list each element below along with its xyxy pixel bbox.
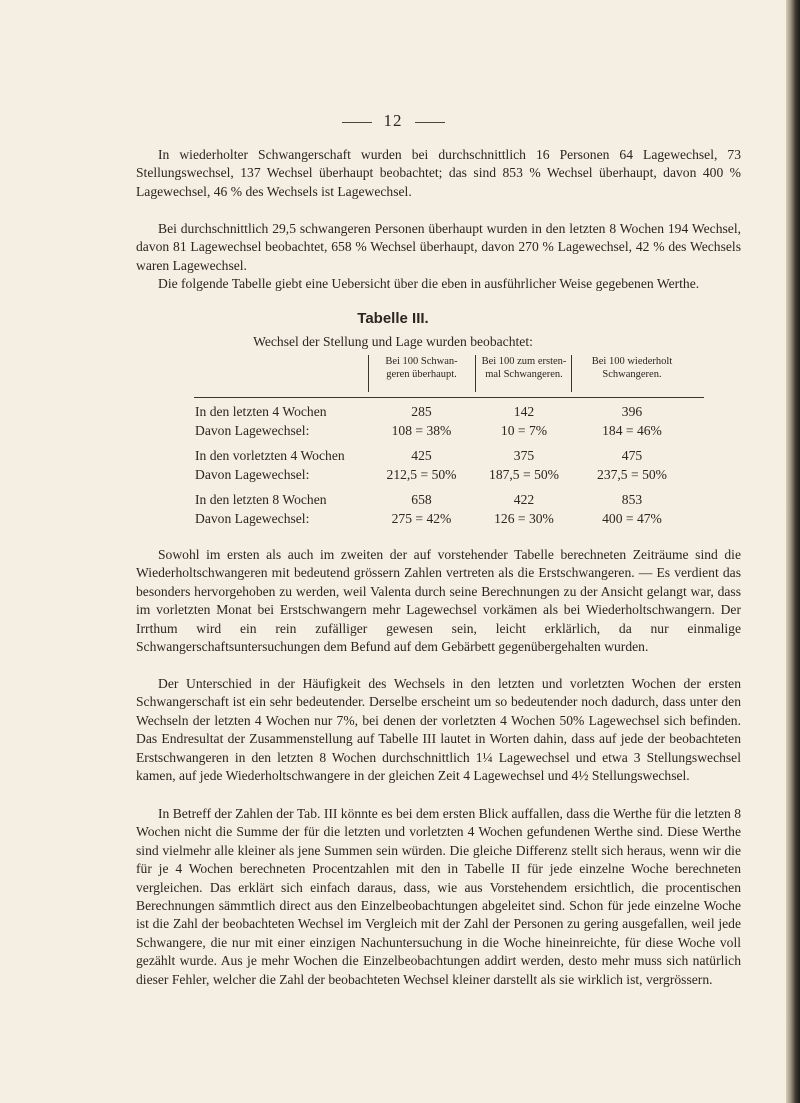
table-cell: 142 [513,404,535,419]
table-column-rule [571,355,572,392]
table-cell: 237,5 = 50% [597,467,667,482]
table-cell: 396 [621,404,643,419]
table-row-label: Davon Lagewechsel: [195,423,310,438]
table-row-label: In den letzten 4 Wochen [195,404,327,419]
table-column-rule [368,355,369,392]
table-cell: 422 [513,492,535,507]
table-header-rule [194,397,704,398]
table-cell: 375 [513,448,535,463]
header-dash-left [342,122,372,123]
table-cell: 285 [411,404,432,419]
intro-paragraph-2: Bei durchschnittlich 29,5 schwangeren Personen überhaupt wurden in den letzten 8 Wochen 194 Wechsel, davon 81 Lagewechsel beobachtet, 658 % Wechsel überhaupt, davon 270 % Lagewechsel, 42 % des Wechsels waren Lagewechsel. [136,221,741,273]
table-cell: 10 = 7% [500,423,548,438]
table-cell: 184 = 46% [602,423,662,438]
intro-paragraph-1: In wiederholter Schwangerschaft wurden bei durchschnittlich 16 Personen 64 Lagewechsel, 73 Stellungswechsel, 137 Wechsel überhaupt beobachtet; das sind 853 % Wechsel überhaupt, davon 400 % Lagewechsel, 46 % des Wechsels ist Lagewechsel. [136,147,741,199]
table-subtitle: Wechsel der Stellung und Lage wurden beobachtet: [253,334,533,349]
page-edge-shadow [786,0,800,1103]
table-column-header: Bei 100 zum ersten- mal Schwangeren. [481,356,567,380]
page-number: 12 [383,111,403,130]
page-header [0,111,786,131]
table-cell: 658 [411,492,432,507]
table-cell: 108 = 38% [391,423,452,438]
table-cell: 400 = 47% [602,511,662,526]
table-cell: 187,5 = 50% [489,467,559,482]
table-row-label: In den letzten 8 Wochen [195,492,327,507]
table-cell: 853 [621,492,643,507]
table-column-header: Bei 100 Schwan- geren überhaupt. [385,356,458,380]
table-row-label: Davon Lagewechsel: [195,511,310,526]
body-paragraph-2: Der Unterschied in der Häufigkeit des Wechsels in den letzten und vorletzten Wochen der ersten Schwangerschaft ist ein sehr bedeutender. Derselbe erscheint um so bedeutender noch dadurch, dass unter den Wechseln der letzten 4 Wochen nur 7%, bei denen der vorletzten 4 Wochen 50% Lagewechsel sich befinden. Das Endresultat der Zusammenstellung auf Tabelle III lautet in Worten dahin, dass auf jede der beobachteten Erstschwangeren in den letzten 8 Wochen durchschnittlich 1¼ Lagewechsel und etwa 3 Stellungswechsel kamen, auf jede Wiederholtschwangere in der gleichen Zeit 4 Lagewechsel und 4½ Stellungswechsel. [136,676,741,784]
header-dash-right [415,122,445,123]
table-column-rule [475,355,476,392]
table-title: Tabelle III. [357,310,429,327]
table-row-label: Davon Lagewechsel: [195,467,310,482]
table-cell: 425 [411,448,432,463]
body-paragraph-3: In Betreff der Zahlen der Tab. III könnte es bei dem ersten Blick auffallen, dass die Werthe für die letzten 8 Wochen nicht die Summe der für die letzten und vorletzten 4 Wochen gefundenen Werthe sind. Diese Werthe sind vielmehr alle kleiner als jene Summen sein würden. Die gleiche Differenz stellt sich heraus, wenn wir die für je 4 Wochen berechneten Procentzahlen mit den in Tabelle II für jede einzelne Woche berechneten vergleichen. Das erklärt sich einfach daraus, dass, wie aus Vorstehendem ersichtlich, die procentischen Berechnungen sämmtlich direct aus den Einzelbeobachtungen abgeleitet sind. Schon für jede einzelne Woche ist die Zahl der beobachteten Wechsel im Vergleich mit der Zahl der Personen zu gering ausgefallen, weil jede Schwangere, die nur mit einer einzigen Nachuntersuchung in die Woche hineinreichte, für diese Woche voll gezählt wurde. Aus je mehr Wochen die Einzelbeobachtungen addirt werden, desto mehr muss sich natürlich dieser Fehler, welcher die Zahl der beobachteten Wechsel kleiner darstellt als sie wirklich ist, vergrössern. [136,806,741,987]
table-cell: 475 [621,448,643,463]
table-cell: 275 = 42% [391,511,452,526]
table-cell: 212,5 = 50% [386,467,457,482]
table-row-label: In den vorletzten 4 Wochen [195,448,345,463]
intro-paragraph-3: Die folgende Tabelle giebt eine Uebersicht über die eben in ausführlicher Weise gegebenen Werthe. [158,276,700,291]
table-column-header: Bei 100 wiederholt Schwangeren. [591,356,673,380]
table-cell: 126 = 30% [494,511,554,526]
body-paragraph-1: Sowohl im ersten als auch im zweiten der auf vorstehender Tabelle berechneten Zeiträume sind die Wiederholtschwangeren mit bedeutend grössern Zahlen vertreten als die Erstschwangeren. — Es verdient das besonders hervorgehoben zu werden, weil Valenta durch seine Berechnungen zu der Ansicht gelangt war, dass im vorletzten Monat bei Erstschwangern mehr Lagewechsel vorkämen als bei Wiederholtschwangern. Der Irrthum wird ein rein zufälliger gewesen sein, leicht erklärlich, da nur einmalige Schwangerschaftsuntersuchungen dem Befund auf dem Gebärbett gegenübergehalten wurden. [136,547,741,655]
